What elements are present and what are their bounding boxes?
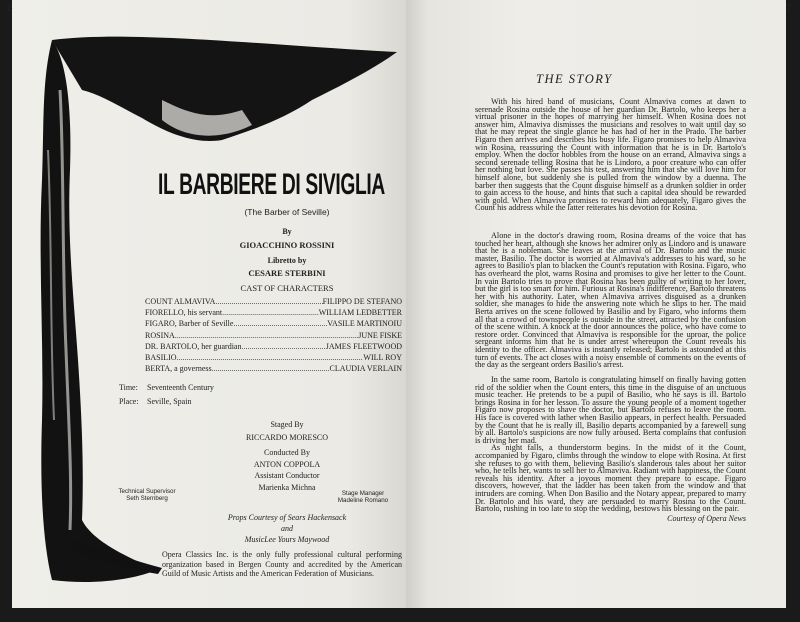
composer: GIOACCHINO ROSSINI xyxy=(239,240,335,250)
subtitle: (The Barber of Seville) xyxy=(244,207,330,217)
staged-label: Staged By xyxy=(270,420,304,429)
page-number: 6 xyxy=(7,3,13,14)
cast-row: BASILIO ..... WILL ROY xyxy=(145,352,402,363)
right-page xyxy=(406,0,792,608)
opera-title: IL BARBIERE DI SIVIGLIA xyxy=(158,168,385,201)
page-number: 7 xyxy=(786,3,792,14)
story-paragraph: With his hired band of musicians, Count Almaviva comes at dawn to serenade Rosina outside the house of her guardian Dr. Bartolo, who keeps her a virtual prisoner in the hopes of marrying her himself. When Rosina does not answer him, Almaviva dismisses the musicians and resolves to wait until day so that he may repeat the single glance he has had of her in the Prado. The barber Figaro then arrives and describes his busy life. Figaro promises to help Almaviva win Rosina, reassuring the Count with information that he is in Dr. Bartolo's employ. When the doctor hobbles from the house on an errand, Almaviva sings a second serenade telling Rosina that he is Lindoro, a poor creature who can offer her nothing but love. She passes his test, answering him that she will love him for himself alone, but suddenly she is pulled from the window by a duenna. The barber then suggests that the Count disguise himself as a drunken soldier in order to gain access to the house, and hints that such a capital idea should be rewarded with gold. When Almaviva promises to reward him adequately, Figaro gives the Count his address while the latter reiterates his devotion for Rosina. xyxy=(475,97,746,213)
cast-heading: CAST OF CHARACTERS xyxy=(240,283,334,293)
stager: RICCARDO MORESCO xyxy=(245,433,328,442)
stage-manager: Stage Manager Madeline Romano xyxy=(337,490,389,504)
story-credit: Courtesy of Opera News xyxy=(667,514,746,523)
cast-list xyxy=(145,296,402,374)
by-label: By xyxy=(282,227,292,236)
assistant-label: Assistant Conductor xyxy=(254,471,320,480)
place-line: Place: Seville, Spain xyxy=(119,397,192,406)
story-paragraph: In the same room, Bartolo is congratulating himself on finally having gotten rid of the soldier when the Count enters, this time in the disguise of an unctuous music teacher. He pretends to be a pupil of Basilio, who he says is ill. Bartolo brings Rosina in for her lesson. To assure the young people of a moment together Figaro now proposes to shave the doctor, but Bartolo refuses to leave the room. His face is covered with lather when Basilio appears, in perfect health. Persuaded by the Count that he is really ill, Basilio departs accompanied by a farewell sung by all. Bartolo's suspicions are now fully aroused. Berta complains that confusion is driving her mad. As night falls, a thunderstorm begins. In the midst of it the Count, accompanied by Figaro, climbs through the window to elope with Rosina. At first she refuses to go with them, believing Basilio's slanderous tales about her suitor who, he tells her, wants to sell her to Almaviva. Radiant with happiness, the Count reveals his identity. After a joyous moment they prepare to escape. Figaro discovers, however, that the ladder has been taken from the window and that intruders are coming. When Don Basilio and the Notary appear, prepared to marry Dr. Bartolo and his ward, they are persuaded to marry Rosina to the Count. Bartolo, rushing in too late to stop the wedding, bestows his blessing on the pair. xyxy=(475,375,746,514)
time-line: Time: Seventeenth Century xyxy=(119,383,214,392)
cast-row: COUNT ALMAVIVA ..... FILIPPO DE STEFANO xyxy=(145,296,402,307)
props-and: and xyxy=(281,524,293,533)
cast-row: FIGARO, Barber of Seville ..... VASILE MARTINOIU xyxy=(145,318,402,329)
cast-row: BERTA, a governess ..... CLAUDIA VERLAIN xyxy=(145,363,402,374)
cast-row: DR. BARTOLO, her guardian ..... JAMES FLEETWOOD xyxy=(145,341,402,352)
cast-row: ROSINA ..... JUNE FISKE xyxy=(145,330,402,341)
conductor: ANTON COPPOLA xyxy=(253,460,321,469)
cast-row: FIORELLO, his servant ..... WILLIAM LEDBETTER xyxy=(145,307,402,318)
props-credit-2: MusicLee Yours Maywood xyxy=(244,535,330,544)
conducted-label: Conducted By xyxy=(264,448,310,457)
story-paragraph: Alone in the doctor's drawing room, Rosina dreams of the voice that has touched her heart, although she knows her admirer only as Lindoro and is unaware that he is a nobleman. She leaves at the arrival of Dr. Bartolo and the music master, Basilio. The doctor is worried at Almaviva's addresses to his ward, so he agrees to Basilio's plan to blacken the Count's reputation with Rosina. Figaro, who has overheard the plot, warns Rosina and promises to give her letter to the Count. In vain Bartolo tries to prove that Rosina has been guilty of writing to her lover, but the girl is too smart for him. Furious at Rosina's indifference, Bartolo threatens her with his authority. Later, when Almaviva arrives disguised as a drunken soldier, she manages to hide the answering note which he slips to her. The maid Berta arrives on the scene followed by Basilio and by Figaro, who informs them all that a crowd of townspeople is outside in the street, attracted by the confusion of the scene within. A knock at the door announces the police, who have come to restore order. Convinced that Almaviva is responsible for the uproar, the police sergeant informs him that he is under arrest whereupon the Count reveals his identity to the officer. Almaviva is instantly released; Bartolo is astounded at this turn of events. The act closes with a noisy ensemble of comments on the events of the day as the sergeant orders Basilio's arrest. xyxy=(475,231,747,370)
libretto-label: Libretto by xyxy=(267,256,307,265)
technical-supervisor: Technical Supervisor Seth Sternberg xyxy=(118,488,176,502)
left-page xyxy=(7,0,406,608)
organization-note: Opera Classics Inc. is the only fully professional cultural performing organization based in Bergen County and accredited by the American Guild of Music Artists and the American Federation of Musicians. xyxy=(162,550,402,578)
librettist: CESARE STERBINI xyxy=(248,268,326,278)
story-heading: THE STORY xyxy=(536,72,613,86)
assistant: Marienka Michna xyxy=(258,483,316,492)
props-credit: Props Courtesy of Sears Hackensack xyxy=(227,513,347,522)
